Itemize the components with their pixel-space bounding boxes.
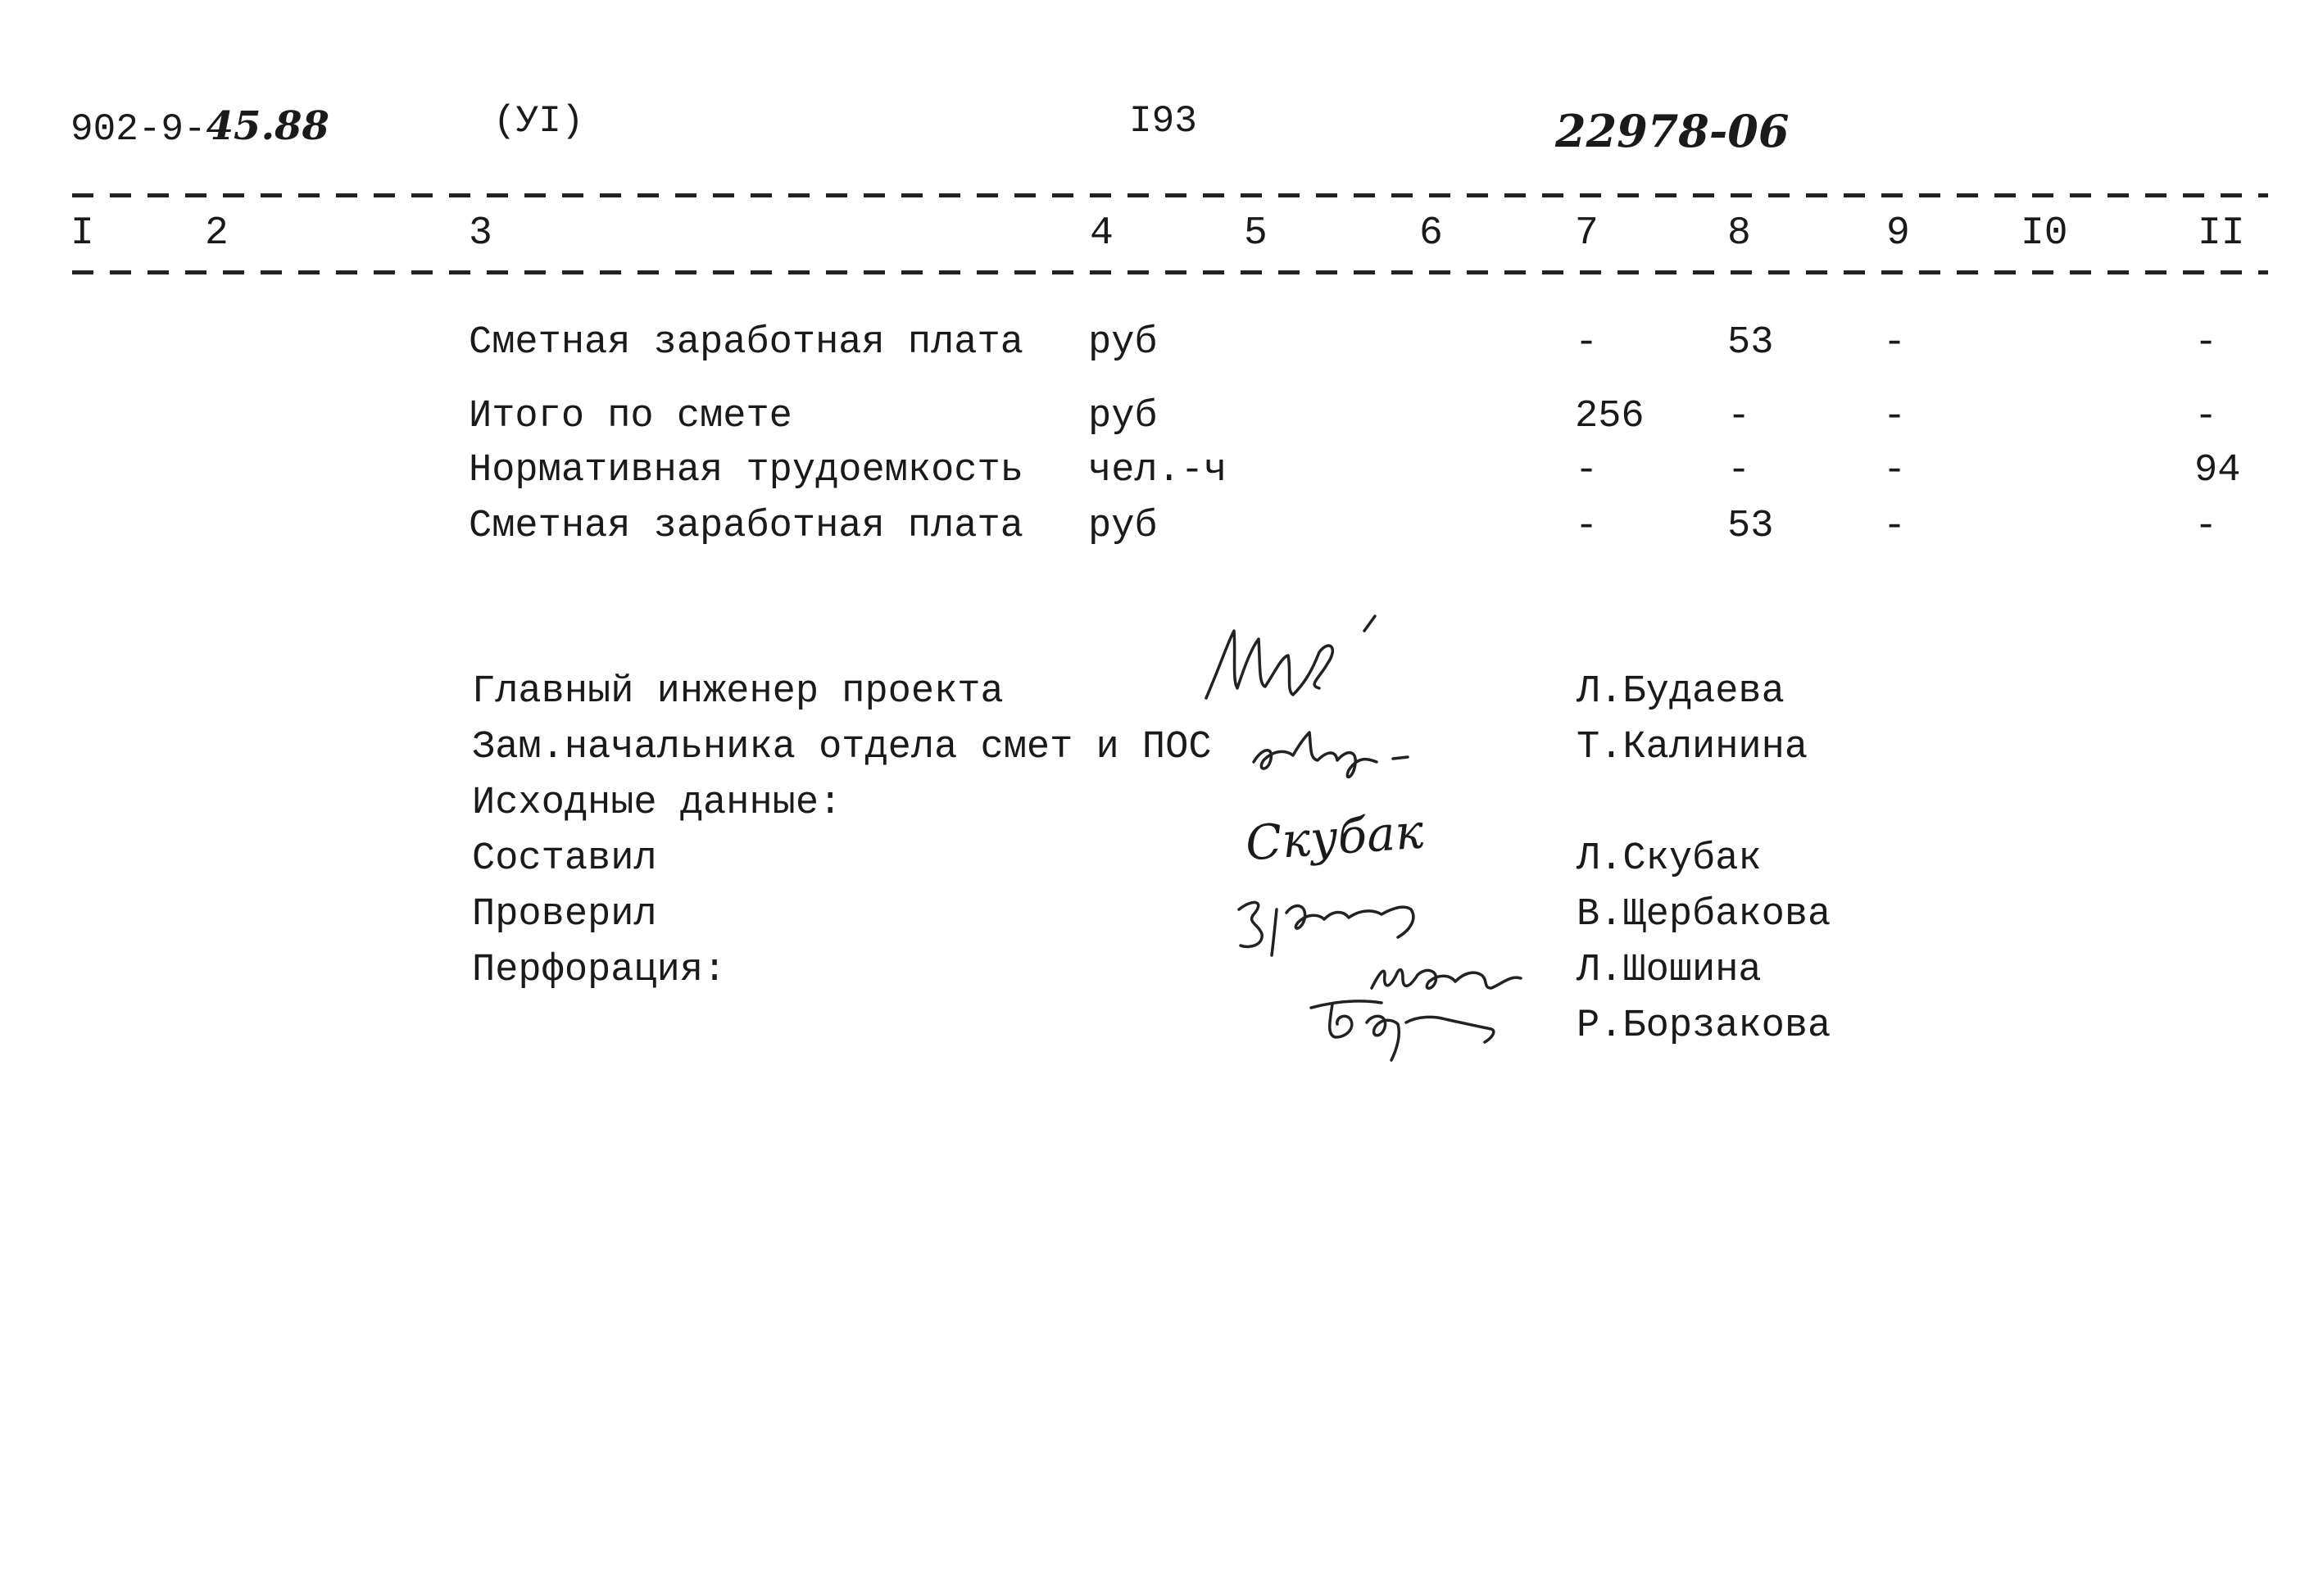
row-col-7: - bbox=[1575, 321, 1599, 365]
inventory-number: 22978-06 bbox=[1555, 105, 1790, 157]
row-col-9: - bbox=[1883, 395, 1907, 438]
signatory-name: Т.Калинина bbox=[1577, 726, 1808, 769]
column-number-8: 8 bbox=[1727, 211, 1751, 256]
row-name: Сметная заработная плата bbox=[469, 505, 1023, 548]
signatory-role: Главный инженер проекта bbox=[472, 670, 1004, 714]
row-col-9: - bbox=[1883, 449, 1907, 492]
row-name: Сметная заработная плата bbox=[469, 321, 1023, 365]
row-col-11: 94 bbox=[2194, 449, 2241, 492]
row-col-7: - bbox=[1575, 449, 1599, 492]
document-code-typed: 902-9- bbox=[70, 108, 206, 151]
signature-skubak: Скубак bbox=[1243, 803, 1426, 872]
document-code bbox=[70, 103, 329, 151]
row-col-11: - bbox=[2194, 321, 2218, 365]
column-number-5: 5 bbox=[1244, 211, 1268, 256]
section-label: (УI) bbox=[493, 100, 584, 143]
row-col-9: - bbox=[1883, 505, 1907, 548]
signature-borzakova bbox=[1303, 983, 1516, 1065]
row-col-9: - bbox=[1883, 321, 1907, 365]
column-number-6: 6 bbox=[1419, 211, 1443, 256]
column-number-9: 9 bbox=[1886, 211, 1910, 256]
signatory-name: Л.Скубак bbox=[1577, 837, 1762, 881]
document-code-handwritten: 45.88 bbox=[206, 103, 329, 149]
row-unit: руб bbox=[1088, 505, 1158, 548]
signatory-role: Перфорация: bbox=[472, 949, 727, 992]
signatory-name: В.Щербакова bbox=[1577, 893, 1831, 936]
row-name: Нормативная трудоемкость bbox=[469, 449, 1023, 492]
column-header-bottom-rule bbox=[72, 270, 2268, 274]
page-number: I93 bbox=[1129, 100, 1197, 143]
column-number-4: 4 bbox=[1090, 211, 1114, 256]
row-col-8: - bbox=[1727, 395, 1751, 438]
column-header-top-rule bbox=[72, 193, 2268, 197]
row-unit: чел.-ч bbox=[1088, 449, 1227, 492]
signatory-role: Зам.начальника отдела смет и ПОС bbox=[472, 726, 1212, 769]
column-number-3: 3 bbox=[469, 211, 492, 256]
row-unit: руб bbox=[1088, 321, 1158, 365]
column-number-11: II bbox=[2198, 211, 2245, 256]
row-col-7: 256 bbox=[1575, 395, 1645, 438]
column-number-10: I0 bbox=[2021, 211, 2068, 256]
signatory-role: Проверил bbox=[472, 893, 657, 936]
row-col-8: 53 bbox=[1727, 321, 1774, 365]
signature-budaeva bbox=[1196, 606, 1401, 713]
row-col-8: - bbox=[1727, 449, 1751, 492]
column-number-2: 2 bbox=[205, 211, 229, 256]
row-name: Итого по смете bbox=[469, 395, 792, 438]
row-col-7: - bbox=[1575, 505, 1599, 548]
signatory-role: Составил bbox=[472, 837, 657, 881]
row-col-11: - bbox=[2194, 505, 2218, 548]
signatory-role: Исходные данные: bbox=[472, 782, 842, 825]
signatory-name: Р.Борзакова bbox=[1577, 1004, 1831, 1048]
row-col-11: - bbox=[2194, 395, 2218, 438]
signatory-name: Л.Шошина bbox=[1577, 949, 1762, 992]
column-number-1: I bbox=[70, 211, 94, 256]
row-unit: руб bbox=[1088, 395, 1158, 438]
signature-kalinina bbox=[1245, 713, 1426, 795]
row-col-8: 53 bbox=[1727, 505, 1774, 548]
signatory-name: Л.Будаева bbox=[1577, 670, 1785, 714]
column-number-7: 7 bbox=[1575, 211, 1599, 256]
